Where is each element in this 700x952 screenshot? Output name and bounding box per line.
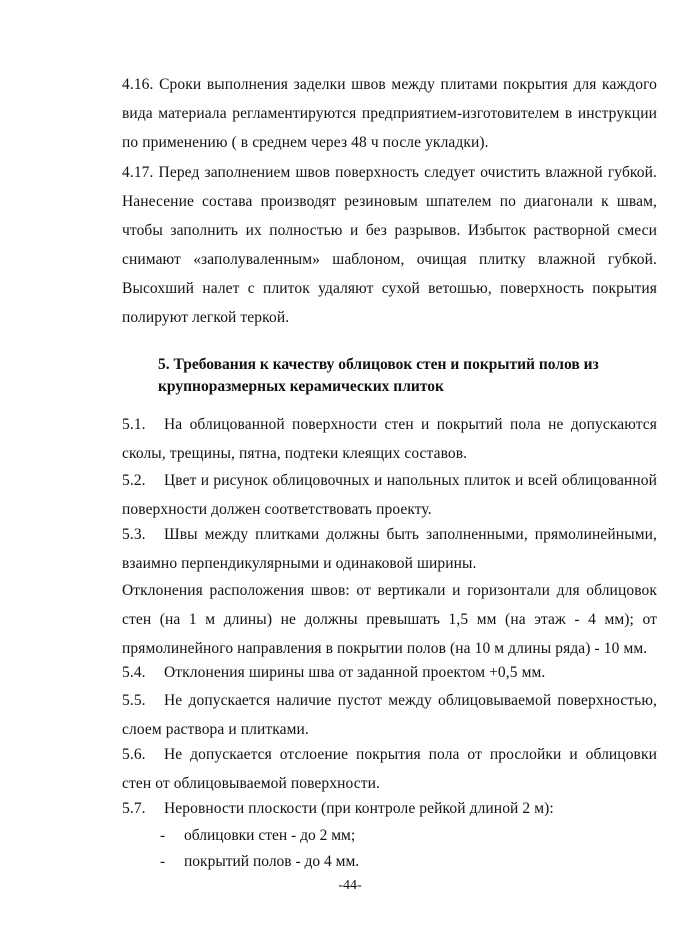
- item-number: 5.4.: [122, 664, 146, 681]
- item-5-3: [122, 520, 657, 578]
- item-text: Цвет и рисунок облицовочных и напольных плиток и всей облицованной поверхности должен соответствовать проекту.: [122, 472, 657, 518]
- item-text: На облицованной поверхности стен и покрытий пола не допускаются сколы, трещины, пятна, подтеки клеящих составов.: [122, 416, 657, 462]
- bullet-item: [160, 824, 355, 848]
- item-text: Отклонения ширины шва от заданной проектом +0,5 мм.: [164, 664, 546, 681]
- item-number: 5.6.: [122, 746, 146, 763]
- item-number: 5.1.: [122, 416, 146, 433]
- item-number: 5.2.: [122, 472, 146, 489]
- item-5-6: [122, 740, 657, 798]
- item-text: Швы между плитками должны быть заполненными, прямолинейными, взаимно перпендикулярными и одинаковой ширины.: [122, 526, 657, 572]
- item-number: 5.5.: [122, 692, 146, 709]
- paragraph-4-16: 4.16. Сроки выполнения заделки швов между плитами покрытия для каждого вида материала регламентируются предприятием-изготовителем в инструкции по применению ( в среднем через 48 ч после укладки).: [122, 76, 657, 151]
- item-5-4: [122, 658, 657, 687]
- page-number: -44-: [338, 878, 362, 893]
- item-5-1: [122, 410, 657, 468]
- bullet-text: облицовки стен - до 2 мм;: [184, 827, 356, 844]
- section-5-heading: 5. Требования к качеству облицовок стен и покрытий полов из крупноразмерных керамических плиток: [158, 356, 599, 395]
- bullet-item: [160, 850, 359, 874]
- item-5-5: [122, 686, 657, 744]
- item-number: 5.3.: [122, 526, 146, 543]
- paragraph-4-17: 4.17. Перед заполнением швов поверхность следует очистить влажной губкой. Нанесение состава производят резиновым шпателем по диагонали к швам, чтобы заполнить их полностью и без разрывов. Избыток растворной смеси снимают «заполуваленным» шаблоном, очищая плитку влажной губкой. Высохший налет с плиток удаляют сухой ветошью, поверхность покрытия полируют легкой теркой.: [122, 164, 657, 326]
- item-5-7: [122, 794, 657, 823]
- deviation-paragraph: Отклонения расположения швов: от вертикали и горизонтали для облицовок стен (на 1 м длины) не должны превышать 1,5 мм (на этаж - 4 мм); от прямолинейного направления в покрытии полов (на 10 м длины ряда) - 10 мм.: [122, 582, 657, 657]
- item-text: Неровности плоскости (при контроле рейкой длиной 2 м):: [164, 800, 554, 817]
- item-number: 5.7.: [122, 800, 146, 817]
- item-text: Не допускается отслоение покрытия пола от прослойки и облицовки стен от облицовываемой поверхности.: [122, 746, 657, 792]
- item-5-2: [122, 466, 657, 524]
- dash-icon: -: [160, 827, 166, 844]
- bullet-text: покрытий полов - до 4 мм.: [184, 853, 360, 870]
- dash-icon: -: [160, 853, 166, 870]
- item-text: Не допускается наличие пустот между облицовываемой поверхностью, слоем раствора и плитками.: [122, 692, 657, 738]
